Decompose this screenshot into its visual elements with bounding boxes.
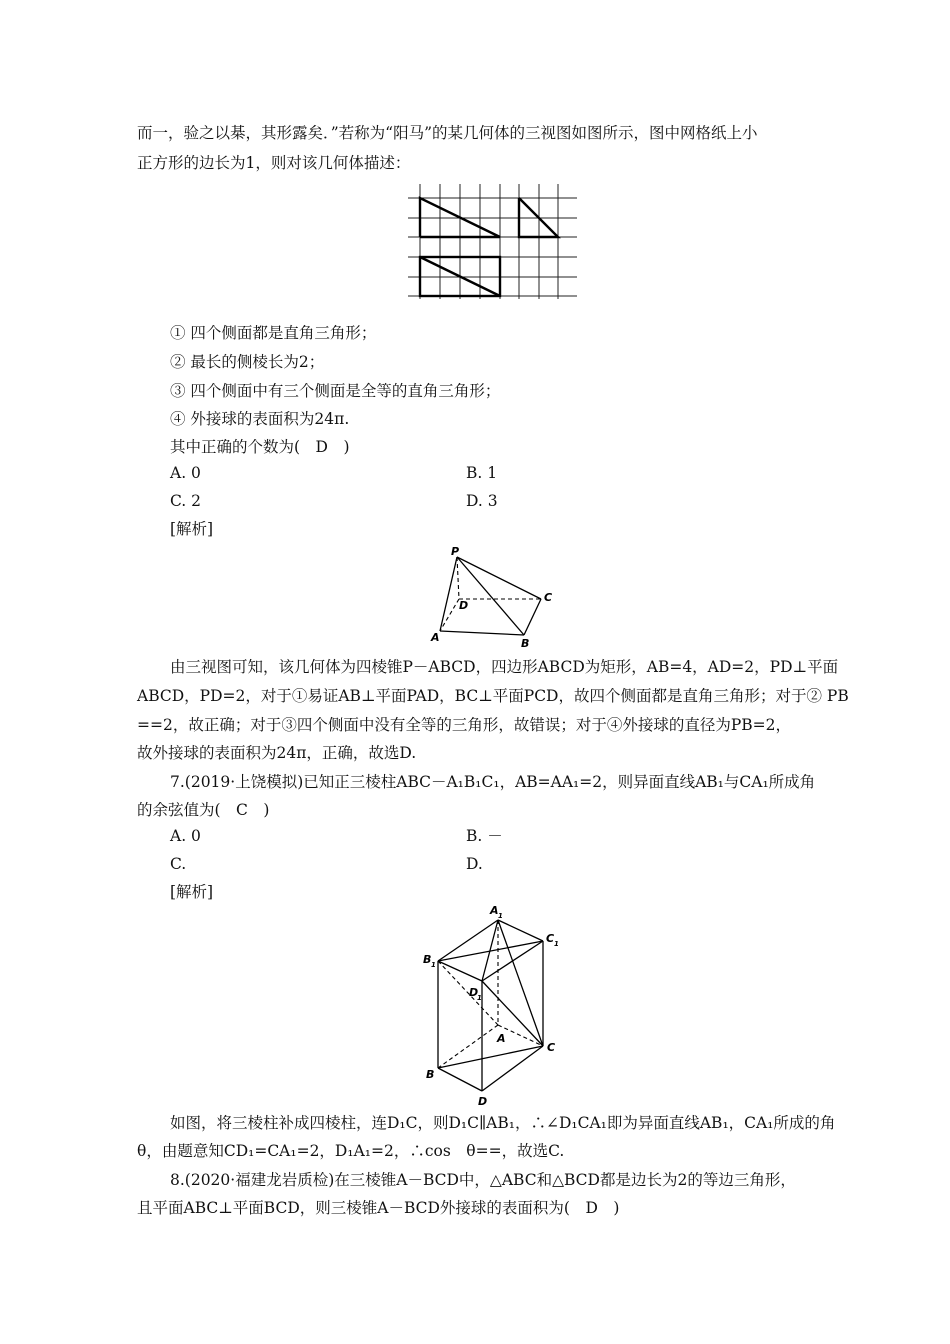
prism-figure: [418, 903, 568, 1108]
statement-2: ② 最长的侧棱长为2；: [170, 353, 325, 371]
problem-7-line: 7.(2019·上饶模拟)已知正三棱柱ABC－A₁B₁C₁，AB=AA₁=2，则异面直线AB₁与CA₁所成角: [170, 773, 816, 791]
label-d: D: [478, 1095, 488, 1108]
label-a1: A: [490, 904, 499, 917]
solution-7-line: θ，由题意知CD₁=CA₁=2，D₁A₁=2，∴cos θ==，故选C.: [137, 1142, 565, 1160]
problem-7-line: 的余弦值为( C ): [137, 801, 270, 819]
solution-line: 由三视图可知，该几何体为四棱锥P－ABCD，四边形ABCD为矩形，AB=4，AD=2，PD⊥平面: [170, 658, 839, 676]
three-view-figure: [405, 184, 580, 299]
option-7c: C.: [170, 855, 187, 873]
option-d: D. 3: [466, 492, 498, 510]
label-d: D: [459, 599, 469, 612]
problem-8-line: 8.(2020·福建龙岩质检)在三棱锥A－BCD中，△ABC和△BCD都是边长为2的等边三角形，: [170, 1171, 796, 1189]
statement-1: ① 四个侧面都是直角三角形；: [170, 324, 377, 342]
question: 其中正确的个数为( D ): [170, 438, 350, 456]
solution-line: ABCD，PD=2，对于①易证AB⊥平面PAD，BC⊥平面PCD，故四个侧面都是直角三角形；对于② PB: [137, 687, 849, 705]
analysis-label: [解析]: [170, 520, 214, 538]
label-c: C: [544, 591, 553, 604]
analysis-label: [解析]: [170, 883, 214, 901]
option-7d: D.: [466, 855, 483, 873]
text-line: 而一，验之以棊，其形露矣．”若称为“阳马”的某几何体的三视图如图所示，图中网格纸上小: [137, 124, 758, 142]
solution-line: 故外接球的表面积为24π，正确，故选D.: [137, 744, 417, 762]
option-c: C. 2: [170, 492, 202, 510]
text-line: 正方形的边长为1，则对该几何体描述：: [137, 154, 411, 172]
label-sub: 1: [477, 994, 482, 1002]
statement-4: ④ 外接球的表面积为24π.: [170, 410, 350, 428]
statement-3: ③ 四个侧面中有三个侧面是全等的直角三角形；: [170, 382, 501, 400]
option-a: A. 0: [170, 464, 201, 482]
option-b: B. 1: [466, 464, 498, 482]
label-a: A: [431, 631, 440, 644]
problem-8-line: 且平面ABC⊥平面BCD，则三棱锥A－BCD外接球的表面积为( D ): [137, 1199, 620, 1217]
solution-7-line: 如图，将三棱柱补成四棱柱，连D₁C，则D₁C∥AB₁，∴∠D₁CA₁即为异面直线AB₁，CA₁所成的角: [170, 1114, 836, 1132]
label-b1: B: [423, 953, 432, 966]
label-sub: 1: [431, 961, 436, 969]
view-shapes: [420, 198, 558, 296]
label-b: B: [521, 637, 530, 650]
label-d1: D: [469, 986, 479, 999]
grid-lines: [408, 184, 577, 299]
pyramid-figure: [420, 543, 565, 653]
option-7a: A. 0: [170, 827, 201, 845]
option-7b: B. －: [466, 827, 503, 845]
label-c: C: [547, 1041, 556, 1054]
label-sub: 1: [498, 912, 503, 920]
label-a: A: [497, 1032, 506, 1045]
label-p: P: [451, 545, 460, 558]
solution-line: ==2，故正确；对于③四个侧面中没有全等的三角形，故错误；对于④外接球的直径为PB=2，: [137, 716, 792, 734]
label-b: B: [426, 1068, 435, 1081]
label-c1: C: [546, 932, 555, 945]
label-sub: 1: [554, 940, 559, 948]
